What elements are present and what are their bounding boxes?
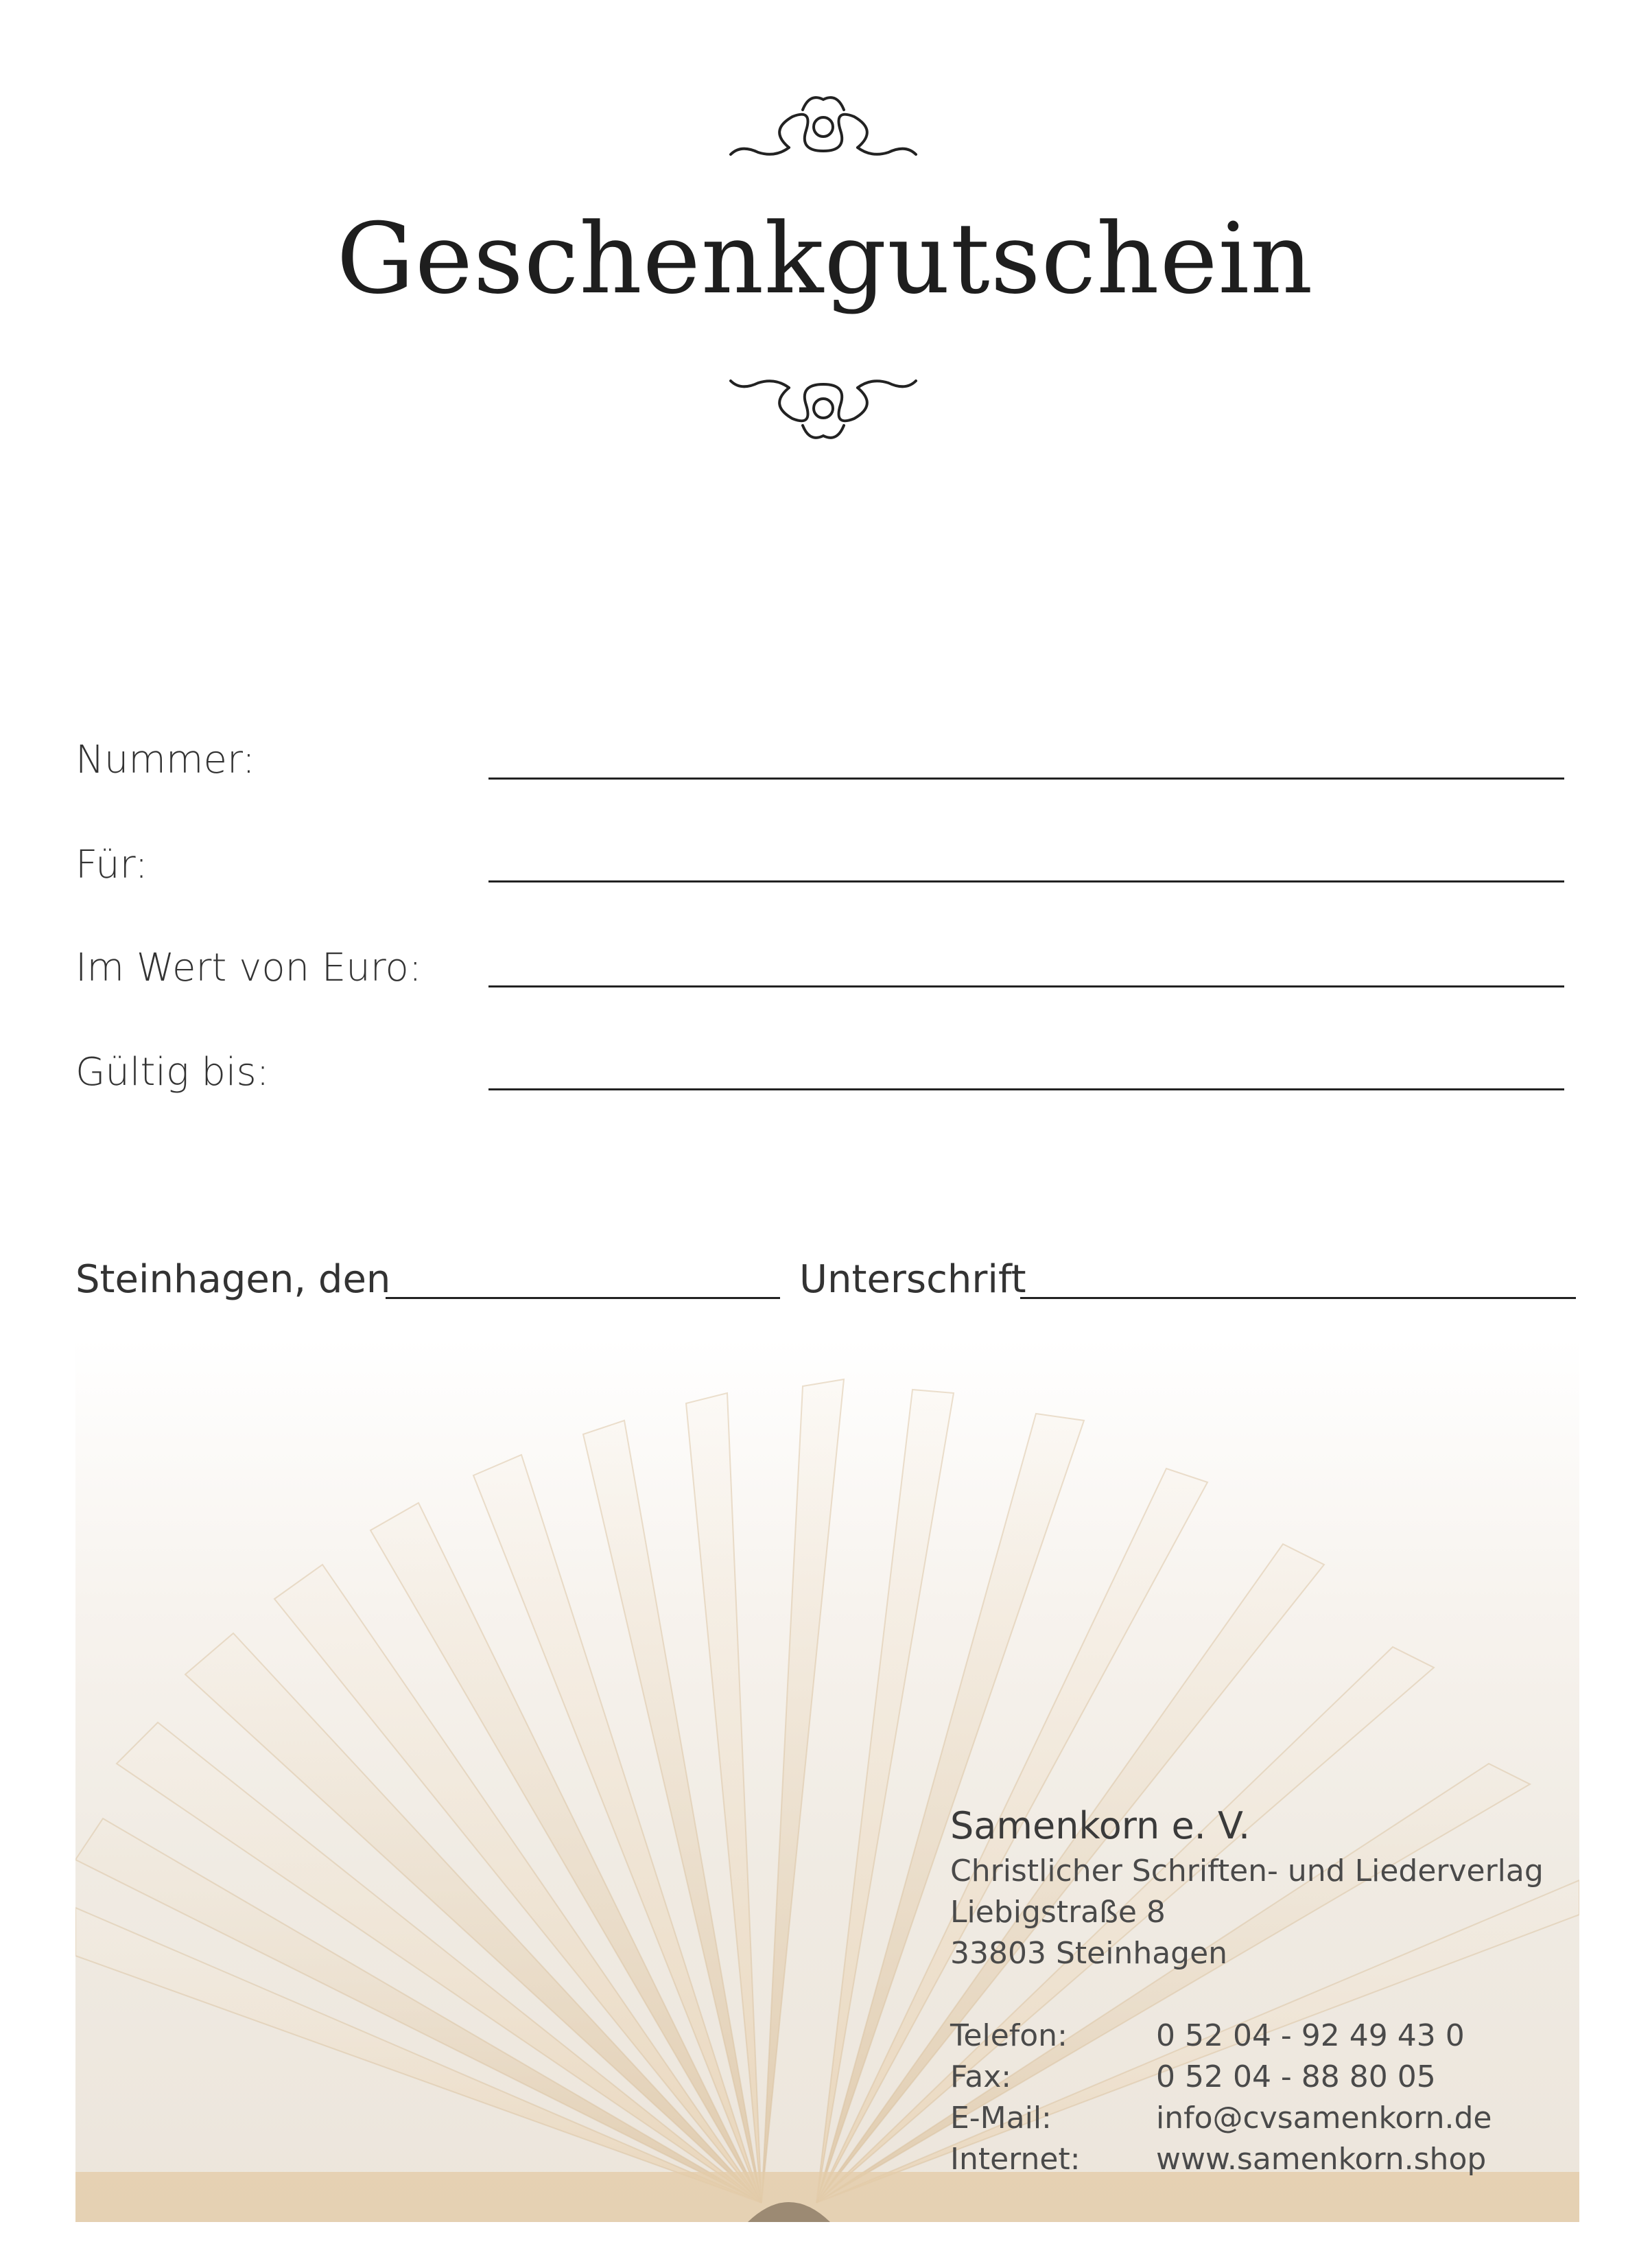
- number-label: Nummer:: [75, 738, 255, 782]
- city-address: 33803 Steinhagen: [950, 1936, 1228, 1971]
- web-value: www.samenkorn.shop: [1156, 2142, 1487, 2177]
- flourish-ornament-bottom-icon: [727, 371, 919, 446]
- place-date-label: Steinhagen, den: [75, 1257, 391, 1302]
- company-name: Samenkorn e. V.: [950, 1804, 1251, 1847]
- fax-value: 0 52 04 - 88 80 05: [1156, 2059, 1436, 2094]
- value-line: [488, 985, 1564, 987]
- fax-label: Fax:: [950, 2059, 1012, 2094]
- recipient-label: Für:: [75, 843, 148, 887]
- valid-until-label: Gültig bis:: [75, 1050, 270, 1095]
- signature-line: [1020, 1297, 1576, 1299]
- street-address: Liebigstraße 8: [950, 1895, 1166, 1930]
- email-label: E-Mail:: [950, 2101, 1052, 2136]
- voucher-title: Geschenkgutschein: [336, 202, 1314, 316]
- web-row: [950, 2139, 1544, 2180]
- phone-row: [950, 2015, 1544, 2057]
- company-subtitle: Christlicher Schriften- und Liederverlag: [950, 1854, 1544, 1889]
- email-row: [950, 2098, 1544, 2139]
- web-label: Internet:: [950, 2142, 1081, 2177]
- value-label: Im Wert von Euro:: [75, 946, 422, 990]
- fax-row: [950, 2057, 1544, 2098]
- phone-label: Telefon:: [950, 2018, 1068, 2053]
- date-line: [386, 1297, 780, 1299]
- phone-value: 0 52 04 - 92 49 43 0: [1156, 2018, 1465, 2053]
- number-line: [488, 778, 1564, 780]
- valid-until-line: [488, 1088, 1564, 1090]
- flourish-ornament-top-icon: [727, 89, 919, 165]
- recipient-line: [488, 880, 1564, 882]
- email-value: info@cvsamenkorn.de: [1156, 2101, 1492, 2136]
- contact-block: [950, 1801, 1544, 2180]
- signature-label: Unterschrift: [799, 1257, 1026, 1302]
